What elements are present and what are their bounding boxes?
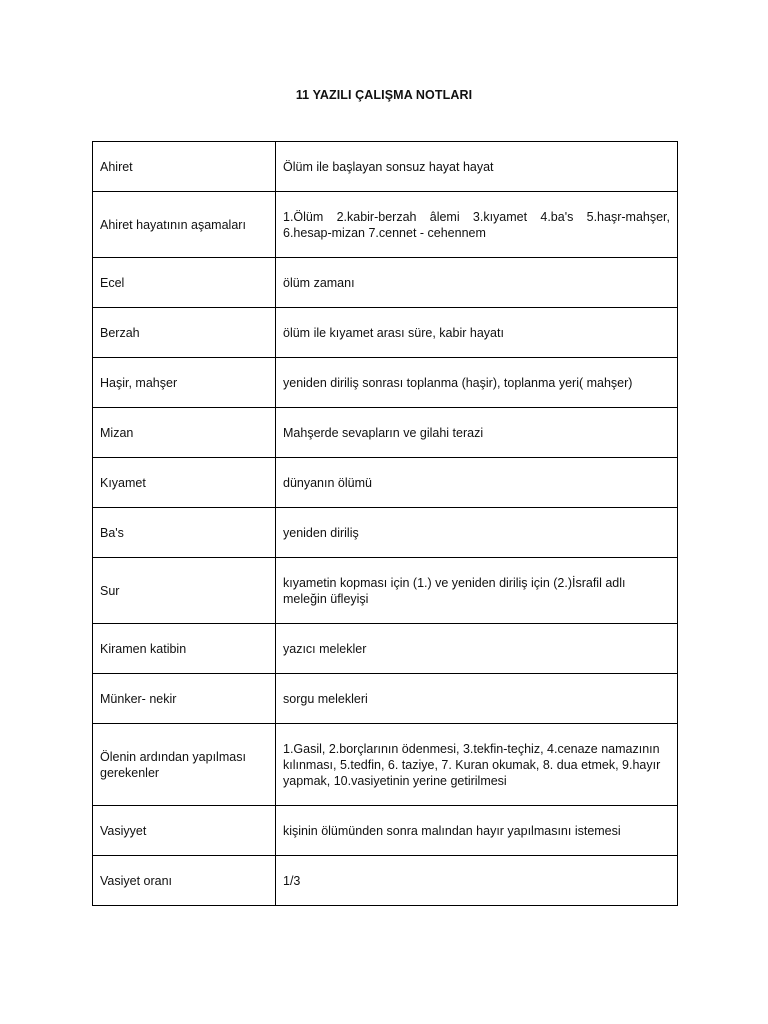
definition-cell: 1/3: [276, 856, 678, 906]
term-cell: Ecel: [93, 258, 276, 308]
table-row: [93, 458, 678, 508]
definition-cell: kişinin ölümünden sonra malından hayır yapılmasını istemesi: [276, 806, 678, 856]
table-row: [93, 806, 678, 856]
term-cell: Haşir, mahşer: [93, 358, 276, 408]
table-row: [93, 724, 678, 806]
term-cell: Kiramen katibin: [93, 624, 276, 674]
term-cell: Berzah: [93, 308, 276, 358]
definition-cell: yazıcı melekler: [276, 624, 678, 674]
table-row: [93, 558, 678, 624]
definition-cell: ölüm ile kıyamet arası süre, kabir hayatı: [276, 308, 678, 358]
table-row: [93, 308, 678, 358]
definition-cell: 1.Gasil, 2.borçlarının ödenmesi, 3.tekfin-teçhiz, 4.cenaze namazının kılınması, 5.tedfin, 6. taziye, 7. Kuran okumak, 8. dua etmek, 9.hayır yapmak, 10.vasiyetinin yerine getirilmesi: [276, 724, 678, 806]
term-cell: Ahiret hayatının aşamaları: [93, 192, 276, 258]
definition-cell: yeniden diriliş: [276, 508, 678, 558]
notes-table: [92, 141, 678, 906]
table-row: [93, 508, 678, 558]
table-row: [93, 142, 678, 192]
definition-cell: dünyanın ölümü: [276, 458, 678, 508]
table-row: [93, 408, 678, 458]
definition-cell: kıyametin kopması için (1.) ve yeniden diriliş için (2.)İsrafil adlı meleğin üfleyişi: [276, 558, 678, 624]
definition-cell: Mahşerde sevapların ve gilahi terazi: [276, 408, 678, 458]
definition-cell: 1.Ölüm 2.kabir-berzah âlemi 3.kıyamet 4.ba's 5.haşr-mahşer, 6.hesap-mizan 7.cennet - cehennem: [276, 192, 678, 258]
definition-cell: Ölüm ile başlayan sonsuz hayat hayat: [276, 142, 678, 192]
term-cell: Mizan: [93, 408, 276, 458]
table-row: [93, 856, 678, 906]
term-cell: Vasiyyet: [93, 806, 276, 856]
term-cell: Ba's: [93, 508, 276, 558]
table-row: [93, 258, 678, 308]
term-cell: Sur: [93, 558, 276, 624]
definition-cell: ölüm zamanı: [276, 258, 678, 308]
term-cell: Kıyamet: [93, 458, 276, 508]
definition-cell: yeniden diriliş sonrası toplanma (haşir), toplanma yeri( mahşer): [276, 358, 678, 408]
table-row: [93, 192, 678, 258]
definition-cell: sorgu melekleri: [276, 674, 678, 724]
term-cell: Münker- nekir: [93, 674, 276, 724]
term-cell: Vasiyet oranı: [93, 856, 276, 906]
page-title: 11 YAZILI ÇALIŞMA NOTLARI: [295, 88, 473, 102]
table-row: [93, 674, 678, 724]
table-row: [93, 358, 678, 408]
term-cell: Ölenin ardından yapılması gerekenler: [93, 724, 276, 806]
term-cell: Ahiret: [93, 142, 276, 192]
table-row: [93, 624, 678, 674]
